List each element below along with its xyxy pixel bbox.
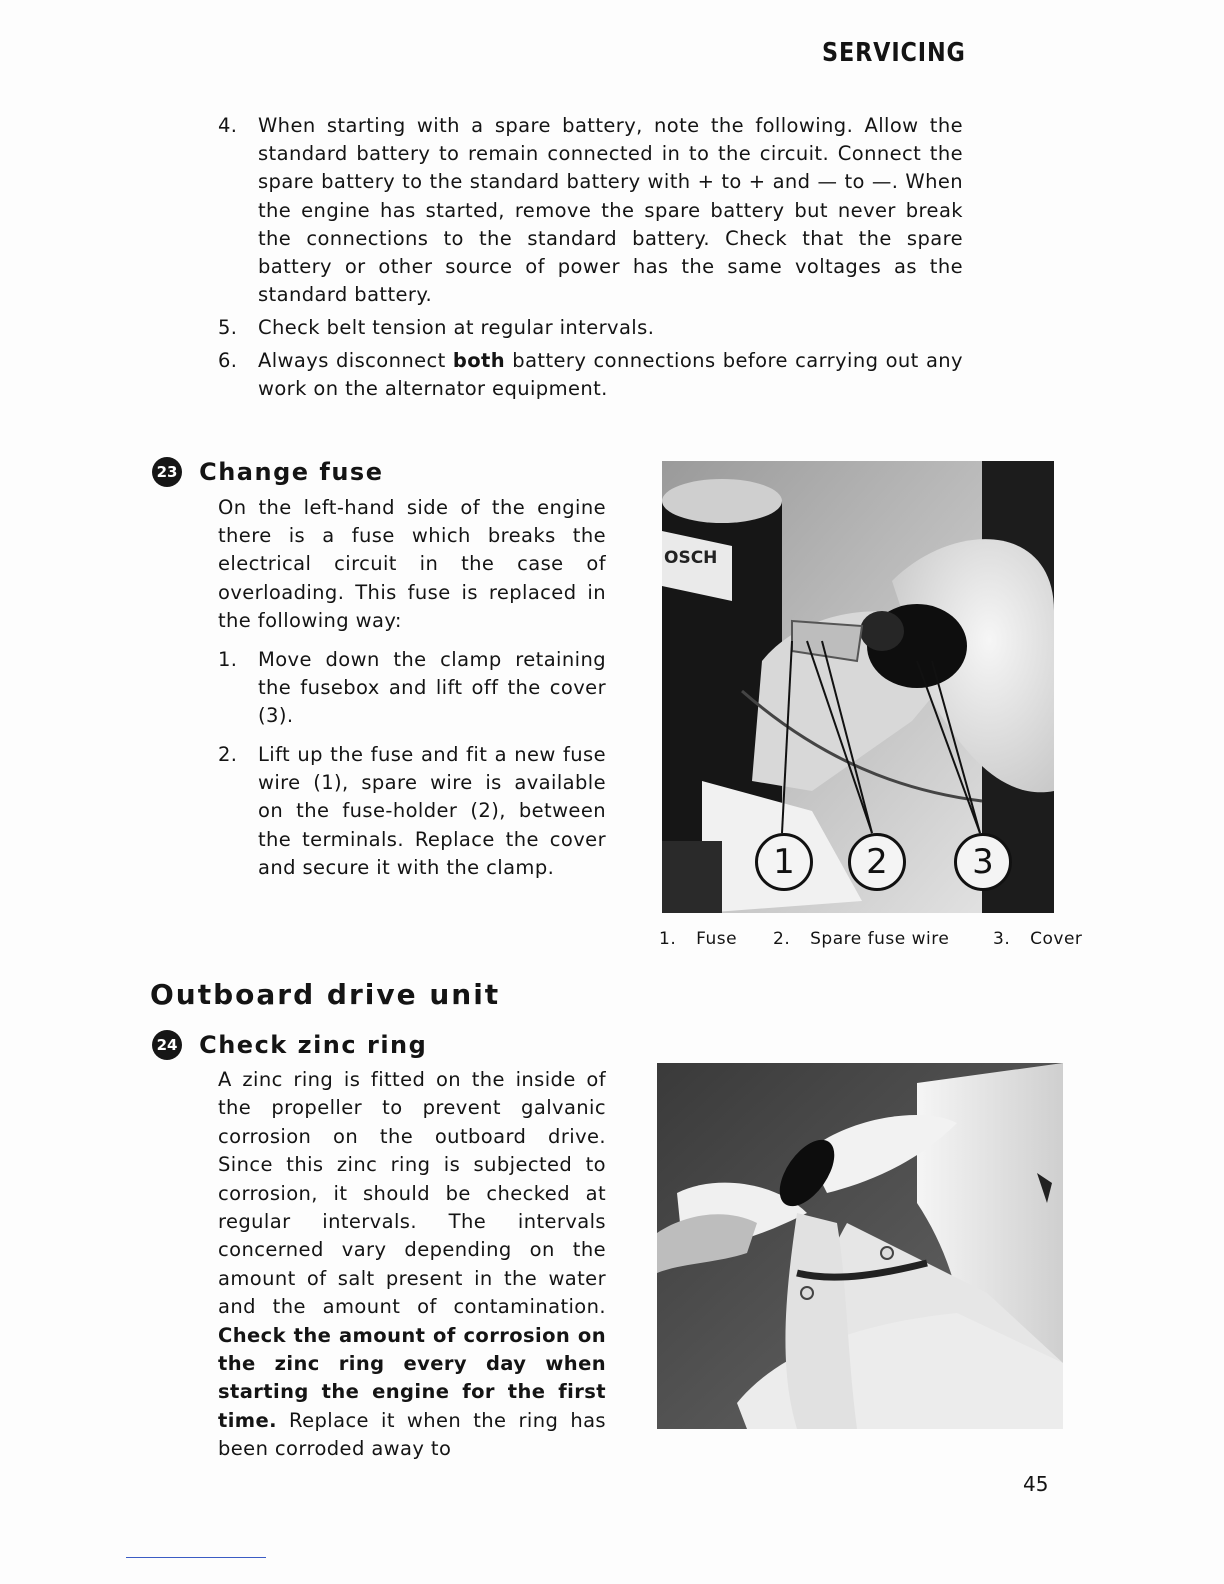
- bosch-label-text: OSCH: [664, 548, 718, 568]
- list-item-number: 5.: [218, 316, 238, 339]
- caption-label: Fuse: [696, 929, 738, 949]
- footer-divider: [126, 1557, 266, 1558]
- caption-item: [773, 929, 949, 949]
- outboard-section-title: Outboard drive unit: [150, 978, 501, 1011]
- bold-text-run: Check the amount of corrosion on the zinc ring every day when starting the engine for the first time.: [218, 1323, 606, 1432]
- propeller-photo-illustration: [657, 1063, 1063, 1429]
- section-number-badge: 23: [152, 457, 182, 487]
- change-fuse-heading: [152, 457, 383, 487]
- callout-fuse: 1: [755, 833, 813, 891]
- list-item: [218, 741, 606, 882]
- list-item: [218, 646, 606, 731]
- text-run: Always disconnect: [258, 349, 453, 372]
- list-item-number: 4.: [218, 114, 238, 137]
- caption-item: [993, 929, 1082, 949]
- section-title: Change fuse: [199, 458, 384, 486]
- list-item-text: Check belt tension at regular intervals.: [258, 316, 655, 339]
- list-item-number: 6.: [218, 349, 238, 372]
- list-item-text: [258, 347, 963, 403]
- list-item-text: Move down the clamp retaining the fusebox and lift off the cover (3).: [258, 648, 606, 728]
- change-fuse-intro: On the left-hand side of the engine there is a fuse which breaks the electrical circuit in the case of overloading. This fuse is replaced in the following way:: [218, 496, 606, 632]
- check-zinc-ring-heading: [152, 1030, 427, 1060]
- section-title: Check zinc ring: [199, 1031, 428, 1059]
- caption-label: Spare fuse wire: [810, 929, 950, 949]
- page-number: 45: [1023, 1472, 1049, 1496]
- caption-item: [659, 929, 737, 949]
- list-item: [218, 314, 963, 342]
- propeller-photo: [657, 1063, 1063, 1429]
- list-item-number: 1.: [218, 648, 238, 671]
- bold-text-run: both: [452, 349, 506, 372]
- caption-number: 1.: [659, 929, 677, 949]
- fuse-photo: [662, 461, 1054, 913]
- callout-cover: 3: [954, 833, 1012, 891]
- caption-label: Cover: [1030, 929, 1083, 949]
- callout-spare-fuse-wire: 2: [848, 833, 906, 891]
- list-item-text: Lift up the fuse and fit a new fuse wire (1), spare wire is available on the fuse-holder (2), between the terminals. Replace the cover and secure it with the clamp.: [258, 743, 606, 879]
- list-item-number: 2.: [218, 743, 238, 766]
- text-run: battery connections before carrying out any work on the alternator equipment.: [258, 349, 963, 401]
- list-item-text: When starting with a spare battery, note the following. Allow the standard battery to remain connected in to the circuit. Connect the spare battery to the standard battery with + to + and — to —. When the engine has started, remove the spare battery but never break the connections to the standard battery. Check that the spare battery or other source of power has the same voltages as the standard battery.: [258, 114, 963, 307]
- text-run: Replace it when the ring has been corroded away to: [218, 1408, 606, 1461]
- list-item: [218, 112, 963, 309]
- caption-number: 2.: [773, 929, 791, 949]
- section-number-badge: 24: [152, 1030, 182, 1060]
- zinc-ring-text: [218, 1066, 606, 1464]
- text-run: A zinc ring is fitted on the inside of the propeller to prevent galvanic corrosion on the outboard drive. Since this zinc ring is subjected to corrosion, it should be checked at regular intervals. The intervals concerned vary depending on the amount of salt present in the water and the amount of contamination.: [218, 1068, 606, 1319]
- page-header-title: SERVICING: [822, 38, 966, 68]
- caption-number: 3.: [993, 929, 1011, 949]
- list-item: [218, 347, 963, 403]
